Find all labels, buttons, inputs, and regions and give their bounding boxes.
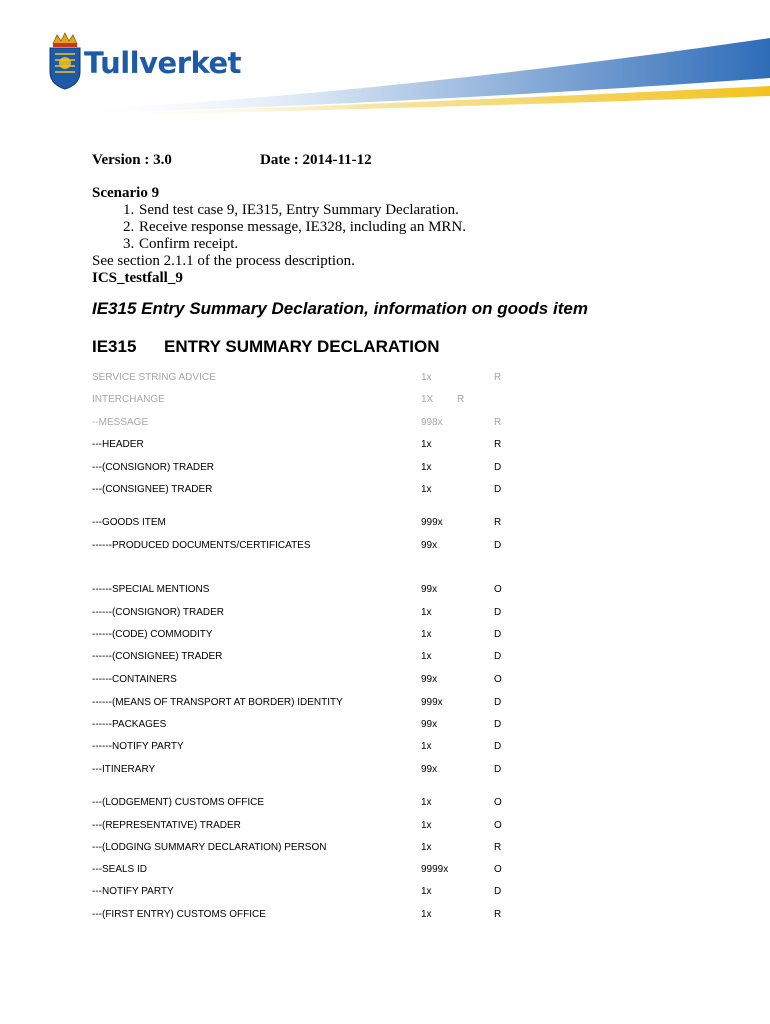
- segment-status: R: [494, 372, 502, 383]
- segment-occurrence: 1x: [421, 629, 432, 640]
- segment-row: [92, 394, 522, 408]
- segment-status: R: [457, 394, 465, 405]
- segment-row: [92, 820, 522, 834]
- segment-row: [92, 741, 522, 755]
- segment-name: ---(CONSIGNEE) TRADER: [92, 484, 213, 495]
- segment-name: ---GOODS ITEM: [92, 517, 166, 528]
- segment-name: INTERCHANGE: [92, 394, 165, 405]
- segment-name: ------(CODE) COMMODITY: [92, 629, 213, 640]
- segment-occurrence: 1X: [421, 394, 434, 405]
- segment-name: ---(CONSIGNOR) TRADER: [92, 462, 215, 473]
- segment-occurrence: 99x: [421, 764, 438, 775]
- segment-status: R: [494, 909, 502, 920]
- segment-row: [92, 540, 522, 554]
- segment-status: O: [494, 797, 502, 808]
- segment-name: --MESSAGE: [92, 417, 149, 428]
- segment-row: [92, 517, 522, 531]
- segment-row: [92, 719, 522, 733]
- segment-occurrence: 99x: [421, 540, 438, 551]
- segment-status: D: [494, 462, 502, 473]
- segment-occurrence: 1x: [421, 886, 432, 897]
- segment-name: ---(LODGEMENT) CUSTOMS OFFICE: [92, 797, 265, 808]
- segment-row: [92, 484, 522, 498]
- segment-occurrence: 99x: [421, 674, 438, 685]
- segment-status: R: [494, 439, 502, 450]
- segment-occurrence: 99x: [421, 719, 438, 730]
- tullverket-logo: [44, 28, 770, 98]
- segment-name: ------(MEANS OF TRANSPORT AT BORDER) IDENTITY: [92, 697, 343, 708]
- segment-name: ---HEADER: [92, 439, 144, 450]
- segment-status: D: [494, 886, 502, 897]
- scenario-step: 1. Send test case 9, IE315, Entry Summary Declaration.: [138, 202, 652, 219]
- segment-row: [92, 372, 522, 386]
- segment-name: ---NOTIFY PARTY: [92, 886, 174, 897]
- segment-occurrence: 99x: [421, 584, 438, 595]
- segment-occurrence: 999x: [421, 517, 443, 528]
- segment-status: D: [494, 629, 502, 640]
- segment-status: D: [494, 607, 502, 618]
- segment-occurrence: 998x: [421, 417, 443, 428]
- testfall-id: ICS_testfall_9: [92, 270, 183, 286]
- crown-shield-icon: [48, 32, 82, 90]
- section-reference: See section 2.1.1 of the process description.: [92, 253, 355, 269]
- segment-row: [92, 909, 522, 923]
- segment-status: D: [494, 484, 502, 495]
- segment-occurrence: 1x: [421, 797, 432, 808]
- logo-wordmark: Tullverket: [84, 46, 242, 80]
- segment-row: [92, 439, 522, 453]
- segment-occurrence: 999x: [421, 697, 443, 708]
- segment-status: O: [494, 584, 502, 595]
- date-label: Date : 2014-11-12: [260, 152, 372, 168]
- segment-status: O: [494, 820, 502, 831]
- version-label: Version : 3.0: [92, 152, 172, 168]
- segment-name: ------PACKAGES: [92, 719, 167, 730]
- segment-status: O: [494, 674, 502, 685]
- segment-occurrence: 1x: [421, 651, 432, 662]
- segment-row: [92, 651, 522, 665]
- message-code: IE315: [92, 337, 137, 356]
- segment-name: ------SPECIAL MENTIONS: [92, 584, 210, 595]
- segment-occurrence: 1x: [421, 909, 432, 920]
- document-meta: [92, 152, 592, 172]
- segment-status: D: [494, 741, 502, 752]
- segment-row: [92, 764, 522, 778]
- scenario-steps: [92, 202, 652, 253]
- segment-occurrence: 1x: [421, 372, 432, 383]
- segment-occurrence: 1x: [421, 439, 432, 450]
- segment-occurrence: 1x: [421, 462, 432, 473]
- scenario-step: 2. Receive response message, IE328, including an MRN.: [138, 219, 652, 236]
- segment-status: R: [494, 842, 502, 853]
- segment-row: [92, 842, 522, 856]
- segment-occurrence: 1x: [421, 607, 432, 618]
- segment-name: ---SEALS ID: [92, 864, 148, 875]
- segment-occurrence: 9999x: [421, 864, 449, 875]
- segment-name: ------CONTAINERS: [92, 674, 177, 685]
- section-heading: IE315 Entry Summary Declaration, information on goods item: [92, 299, 588, 318]
- segment-name: ------(CONSIGNEE) TRADER: [92, 651, 223, 662]
- segment-row: [92, 629, 522, 643]
- segment-row: [92, 584, 522, 598]
- segment-status: D: [494, 719, 502, 730]
- segment-row: [92, 607, 522, 621]
- segment-name: ------PRODUCED DOCUMENTS/CERTIFICATES: [92, 540, 311, 551]
- segment-row: [92, 462, 522, 476]
- segment-name: ---ITINERARY: [92, 764, 156, 775]
- segment-row: [92, 697, 522, 711]
- segment-row: [92, 417, 522, 431]
- message-heading: [92, 337, 592, 359]
- segment-name: ---(LODGING SUMMARY DECLARATION) PERSON: [92, 842, 327, 853]
- segment-row: [92, 674, 522, 688]
- segment-status: R: [494, 517, 502, 528]
- scenario-block: [92, 185, 652, 287]
- segment-row: [92, 797, 522, 811]
- segment-status: D: [494, 651, 502, 662]
- segment-name: ------(CONSIGNOR) TRADER: [92, 607, 225, 618]
- segment-row: [92, 886, 522, 900]
- segment-name: ---(REPRESENTATIVE) TRADER: [92, 820, 241, 831]
- segment-status: D: [494, 697, 502, 708]
- segment-occurrence: 1x: [421, 842, 432, 853]
- segment-status: D: [494, 764, 502, 775]
- segment-name: SERVICE STRING ADVICE: [92, 372, 216, 383]
- segment-occurrence: 1x: [421, 820, 432, 831]
- segment-occurrence: 1x: [421, 484, 432, 495]
- segment-name: ---(FIRST ENTRY) CUSTOMS OFFICE: [92, 909, 266, 920]
- segment-row: [92, 864, 522, 878]
- segment-status: O: [494, 864, 502, 875]
- scenario-step: 3. Confirm receipt.: [138, 236, 652, 253]
- segment-occurrence: 1x: [421, 741, 432, 752]
- segment-name: ------NOTIFY PARTY: [92, 741, 184, 752]
- segment-status: R: [494, 417, 502, 428]
- message-name: ENTRY SUMMARY DECLARATION: [164, 337, 440, 356]
- scenario-title: Scenario 9: [92, 185, 160, 201]
- segment-status: D: [494, 540, 502, 551]
